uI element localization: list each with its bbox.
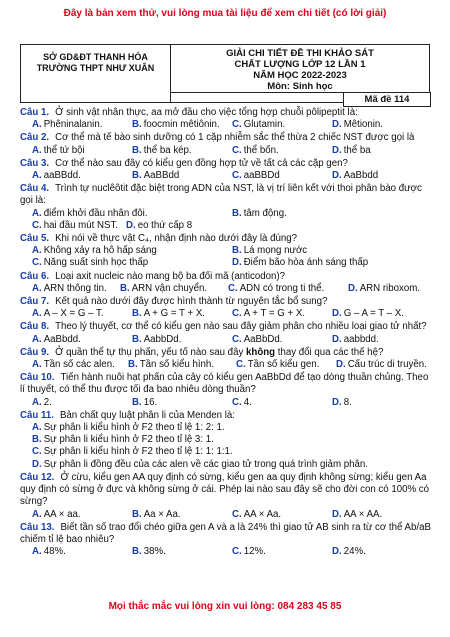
option-d: D. Sự phân li đồng đều của các alen về các giao tử trong quá trình giảm phân. — [32, 458, 368, 470]
subject: Môn: Sinh học — [267, 81, 333, 92]
question-text: Khi nói về thực vật C₄, nhận định nào dưới đây là đúng? — [55, 233, 298, 245]
option-a: A. aaBBdd. — [32, 170, 81, 182]
question-list — [20, 107, 432, 559]
option-d: D. 24%. — [332, 546, 366, 558]
option-a: A. điểm khởi đầu nhân đôi. — [32, 207, 148, 219]
school-name: TRƯỜNG THPT NHƯ XUÂN — [36, 63, 155, 73]
option-a: A. Không xảy ra hô hấp sáng — [32, 245, 157, 257]
question-number: Câu 13. — [20, 521, 55, 533]
option-c: C. thể bốn. — [232, 144, 279, 156]
option-b: B. A + G = T + X. — [132, 308, 205, 320]
question-13 — [20, 522, 432, 559]
option-b: B. ARN vận chuyển. — [120, 282, 208, 294]
school-info — [21, 45, 171, 102]
question-number: Câu 6. — [20, 270, 50, 282]
question-10 — [20, 372, 432, 409]
question-text: Trình tự nuclêôtit đặc biệt trong ADN của NST, là vị trí liên kết với thoi phân bào được gọi là: — [20, 183, 422, 207]
options — [20, 434, 432, 446]
option-b: B. Aa × Aa. — [132, 508, 181, 520]
options — [20, 509, 432, 521]
option-d: D. AA × AA. — [332, 508, 383, 520]
options — [20, 546, 432, 558]
option-a: A. Tần số các alen. — [32, 359, 115, 371]
option-d: D. aabbdd. — [332, 333, 379, 345]
options — [20, 208, 432, 220]
question-text: Ở cừu, kiểu gen AA quy định có sừng, kiểu gen aa quy định không sừng; kiểu gen Aa quy định có sừng ở đực và không sừng ở cái. Phép lai nào sau đây sẽ cho đời con có 100% có sừng? — [20, 471, 430, 508]
options — [20, 359, 432, 371]
option-a: A. AaBbdd. — [32, 333, 81, 345]
option-a: A. 2. — [32, 396, 52, 408]
option-b: B. tâm động. — [232, 207, 287, 219]
option-a: A. thể tứ bội — [32, 144, 85, 156]
option-d: D. G – A = T – X. — [332, 308, 404, 320]
options — [20, 397, 432, 409]
question-text: Cơ thể nào sau đây có kiểu gen đồng hợp tử về tất cả các cặp gen? — [55, 157, 348, 169]
option-b: B. Lá mọng nước — [232, 245, 308, 257]
question-number: Câu 9. — [20, 346, 50, 358]
question-1 — [20, 107, 432, 131]
question-12 — [20, 472, 432, 521]
option-d: D. Mêtionin. — [332, 119, 383, 131]
options — [20, 145, 432, 157]
exam-header — [20, 44, 430, 103]
option-b: B. foocmin mêtiônin. — [132, 119, 220, 131]
option-b: B. Sự phân li kiểu hình ở F2 theo tỉ lệ 3: 1. — [32, 434, 214, 446]
options — [20, 283, 432, 295]
question-text: Ở sinh vật nhân thực, aa mở đầu cho việc tổng hợp chuỗi pôlipeptit là: — [55, 107, 358, 118]
exam-title-line2: CHẤT LƯỢNG LỚP 12 LẦN 1 — [234, 59, 366, 70]
question-text: Kết quả nào dưới đây được hình thành từ nguyên tắc bổ sung? — [55, 296, 328, 308]
question-2 — [20, 132, 432, 156]
option-c: C. A + T = G + X. — [232, 308, 305, 320]
option-c: C. AaBbDd. — [232, 333, 283, 345]
options — [20, 119, 432, 131]
option-b: B. AabbDd. — [132, 333, 182, 345]
options — [20, 245, 432, 257]
question-3 — [20, 158, 432, 182]
question-number: Câu 5. — [20, 233, 50, 245]
option-a: A. 48%. — [32, 546, 66, 558]
option-d: D. eo thứ cấp 8 — [126, 219, 193, 231]
question-number: Câu 7. — [20, 296, 50, 308]
question-text: Ở quần thể tự thụ phấn, yếu tố nào sau đây không thay đổi qua các thế hệ? — [55, 346, 384, 358]
question-6 — [20, 271, 432, 295]
option-a: A. ARN thông tin. — [32, 282, 107, 294]
school-year: NĂM HỌC 2022-2023 — [253, 70, 347, 81]
exam-code: Mã đề 114 — [343, 92, 431, 107]
option-a: A. AA × aa. — [32, 508, 81, 520]
option-d: D. Cấu trúc di truyền. — [336, 359, 427, 371]
question-number: Câu 10. — [20, 372, 55, 384]
options — [20, 220, 432, 232]
options — [20, 459, 432, 471]
options — [20, 308, 432, 320]
option-c: C. 12%. — [232, 546, 266, 558]
question-text: Biết tần số trao đổi chéo giữa gen A và a là 24% thì giao tử AB sinh ra từ cơ thể Ab/aB chiếm tỉ lệ bao nhiêu? — [20, 521, 431, 545]
question-9 — [20, 347, 432, 371]
options — [20, 334, 432, 346]
question-number: Câu 1. — [20, 107, 50, 118]
option-c: C. Năng suất sinh học thấp — [32, 257, 149, 269]
preview-banner: Đây là bản xem thử, vui lòng mua tài liệu để xem chi tiết (có lời giải) — [63, 8, 387, 19]
question-text: Loại axit nucleic nào mang bộ ba đối mã (anticodon)? — [55, 270, 286, 282]
question-text: Bản chất quy luật phân li của Menden là: — [59, 409, 235, 421]
option-d: D. AaBbdd — [332, 170, 379, 182]
option-d: D. 8. — [332, 396, 352, 408]
option-c: C. Glutamin. — [232, 119, 286, 131]
question-number: Câu 8. — [20, 321, 50, 333]
option-d: D. Điểm bão hòa ánh sáng thấp — [232, 257, 369, 269]
options — [20, 257, 432, 269]
question-text: Cơ thể mà tế bào sinh dưỡng có 1 cặp nhiễm sắc thể thừa 2 chiếc NST được gọi là — [55, 132, 415, 144]
option-b: B. Tần số kiểu hình. — [128, 359, 215, 371]
option-a: A. A – X = G – T. — [32, 308, 104, 320]
question-number: Câu 3. — [20, 157, 50, 169]
option-b: B. AaBBdd — [132, 170, 180, 182]
option-a: A. Phêninalanin. — [32, 119, 103, 131]
option-b: B. 16. — [132, 396, 158, 408]
option-d: D. ARN riboxom. — [348, 282, 420, 294]
question-number: Câu 11. — [20, 409, 54, 421]
option-c: C. hai đầu mút NST. — [32, 219, 118, 231]
exam-title-line1: GIẢI CHI TIẾT ĐỀ THI KHẢO SÁT — [226, 48, 374, 59]
question-4 — [20, 183, 432, 232]
option-b: B. 38%. — [132, 546, 166, 558]
option-a: A. Sự phân li kiểu hình ở F2 theo tỉ lệ 1: 2: 1. — [32, 422, 225, 434]
exam-title — [171, 45, 429, 93]
question-text: Tiến hành nuôi hạt phấn của cây có kiểu gen AaBbDd để tạo dòng thuần chủng. Theo lí thuyết, có thể thu được tối đa bao nhiêu dòng thuần? — [20, 372, 429, 396]
option-c: C. AA × Aa. — [232, 508, 282, 520]
option-c: C. ADN có trong ti thể. — [228, 282, 325, 294]
question-8 — [20, 321, 432, 345]
option-c: C. aaBBDd — [232, 170, 280, 182]
question-text: Theo lý thuyết, cơ thể có kiểu gen nào sau đây giảm phân cho nhiều loại giao tử nhất? — [55, 321, 427, 333]
emphasis-word: không — [246, 346, 276, 358]
question-7 — [20, 296, 432, 320]
option-c: C. 4. — [232, 396, 252, 408]
question-number: Câu 2. — [20, 132, 50, 144]
question-number: Câu 12. — [20, 471, 55, 483]
options — [20, 422, 432, 434]
option-b: B. thể ba kép. — [132, 144, 192, 156]
option-c: C. Sự phân li kiểu hình ở F2 theo tỉ lệ 1: 1: 1:1. — [32, 446, 233, 458]
option-d: D. thể ba — [332, 144, 371, 156]
question-number: Câu 4. — [20, 183, 50, 195]
options — [20, 446, 432, 458]
options — [20, 170, 432, 182]
department-name: SỞ GD&ĐT THANH HÓA — [43, 52, 148, 62]
question-5 — [20, 233, 432, 270]
option-c: C. Tần số kiểu gen. — [236, 359, 320, 371]
contact-banner: Mọi thắc mắc vui lòng xin vui lòng: 084 283 45 85 — [108, 601, 342, 612]
question-11 — [20, 410, 432, 471]
